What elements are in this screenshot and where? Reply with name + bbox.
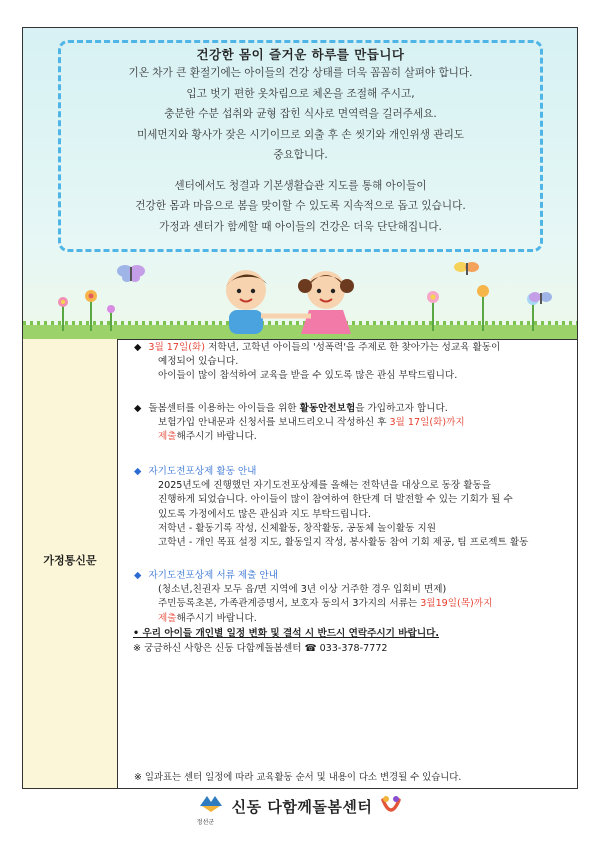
item-text: 저학년 - 활동기록 작성, 신체활동, 창작활동, 공동체 놀이활동 지원 [158, 522, 436, 534]
item-text: 있도록 가정에서도 많은 관심과 지도 부탁드립니다. [158, 508, 371, 520]
side-label-cell [23, 339, 118, 788]
health-notice-box [58, 40, 543, 252]
item-title: 자기도전포상제 서류 제출 안내 [148, 570, 279, 581]
notice-line: 기온 차가 큰 환절기에는 아이들의 건강 상태를 더욱 꼼꼼히 살펴야 합니다. [128, 67, 473, 79]
center-logo-icon [380, 794, 402, 818]
newsletter-sheet [22, 27, 578, 789]
item-insurance [134, 402, 465, 445]
butterfly-icon [453, 260, 481, 278]
absence-contact-notice: • 우리 아이들 개인별 일정 변화 및 결석 시 반드시 연락주시기 바랍니다. [133, 628, 440, 639]
item-text: 주민등록초본, 가족관계증명서, 보호자 동의서 3가지의 서류는 [158, 598, 421, 610]
item-text: 예정되어 있습니다. [158, 356, 239, 368]
notice-line: 건강한 몸과 마음으로 봄을 맞이할 수 있도록 지속적으로 돕고 있습니다. [135, 200, 466, 212]
item-text: 해주시기 바랍니다. [176, 612, 257, 624]
insurance-name: 활동안전보험 [299, 403, 356, 414]
item-text: 진행하게 되었습니다. 아이들이 많이 참여하여 한단계 더 발전할 수 있는 기회가 될 수 [158, 494, 513, 506]
notice-line: 충분한 수분 섭취와 균형 잡힌 식사로 면역력을 길러주세요. [164, 108, 437, 120]
item-self-challenge-documents [134, 569, 492, 626]
children-illustration [201, 264, 381, 334]
diamond-bullet-icon: ◆ [134, 570, 142, 581]
schedule-change-note: ※ 일과표는 센터 일정에 따라 교육활동 순서 및 내용이 다소 변경될 수 있습니다. [134, 772, 462, 783]
butterfly-icon [115, 263, 149, 283]
notice-line: 미세먼지와 황사가 잦은 시기이므로 외출 후 손 씻기와 개인위생 관리도 [136, 128, 465, 141]
diamond-bullet-icon: ◆ [134, 403, 142, 414]
center-name: 신동 다함께돌봄센터 [231, 797, 373, 816]
item-sex-education [134, 341, 500, 384]
health-banner [23, 28, 577, 340]
notice-line: 입고 벗기 편한 옷차림으로 체온을 조절해 주시고, [186, 87, 415, 100]
item-text: 저학년, 고학년 아이들의 '성폭력'을 주제로 한 찾아가는 성교육 활동이 [205, 342, 501, 353]
notice-line: 중요합니다. [273, 149, 328, 161]
notice-line: 센터에서도 청결과 기본생활습관 지도를 통해 아이들이 [174, 179, 427, 192]
county-name: 정선군 [196, 818, 215, 826]
item-text: 해주시기 바랍니다. [176, 431, 257, 443]
diamond-bullet-icon: ◆ [134, 466, 142, 477]
butterfly-icon [528, 290, 554, 306]
item-title: 자기도전포상제 활동 안내 [148, 466, 257, 477]
deadline-date: 3월19일(목)까지 [420, 598, 493, 610]
diamond-bullet-icon: ◆ [134, 342, 142, 353]
submit-word: 제출 [158, 431, 177, 443]
newsletter-content [123, 339, 573, 788]
item-text: 돌봄센터를 이용하는 아이들을 위한 [148, 403, 300, 414]
item-text: 2025년도에 진행했던 자기도전포상제를 올해는 전학년을 대상으로 동장 활동을 [158, 480, 492, 492]
notice-line: 가정과 센터가 함께할 때 아이들의 건강은 더욱 단단해집니다. [159, 220, 442, 233]
footer [0, 792, 600, 832]
event-date: 3월 17일(화) [148, 342, 206, 353]
item-text: 보험가입 안내문과 신청서를 보내드리오니 작성하신 후 [158, 417, 390, 429]
side-label: 가정통신문 [43, 554, 97, 567]
item-text: 고학년 - 개인 목표 설정 지도, 활동일지 작성, 봉사활동 참여 기회 제공, 팀 프로젝트 활동 [158, 537, 529, 549]
notice-title: 건강한 몸이 즐거운 하루를 만듭니다 [196, 47, 405, 62]
deadline-date: 3월 17일(화)까지 [389, 417, 465, 429]
submit-word: 제출 [158, 612, 177, 624]
item-text: (청소년,친권자 모두 읍/면 지역에 3년 이상 거주한 경우 입회비 면제) [158, 584, 447, 596]
item-text: 을 가입하고자 합니다. [355, 403, 448, 414]
flowers-left-illustration [51, 286, 121, 331]
item-text: 아이들이 많이 참석하여 교육을 받을 수 있도록 많은 관심 부탁드립니다. [158, 370, 458, 382]
contact-info: ※ 궁금하신 사항은 신동 다함께돌봄센터 ☎ 033-378-7772 [133, 643, 388, 654]
item-self-challenge-activity [134, 465, 528, 550]
